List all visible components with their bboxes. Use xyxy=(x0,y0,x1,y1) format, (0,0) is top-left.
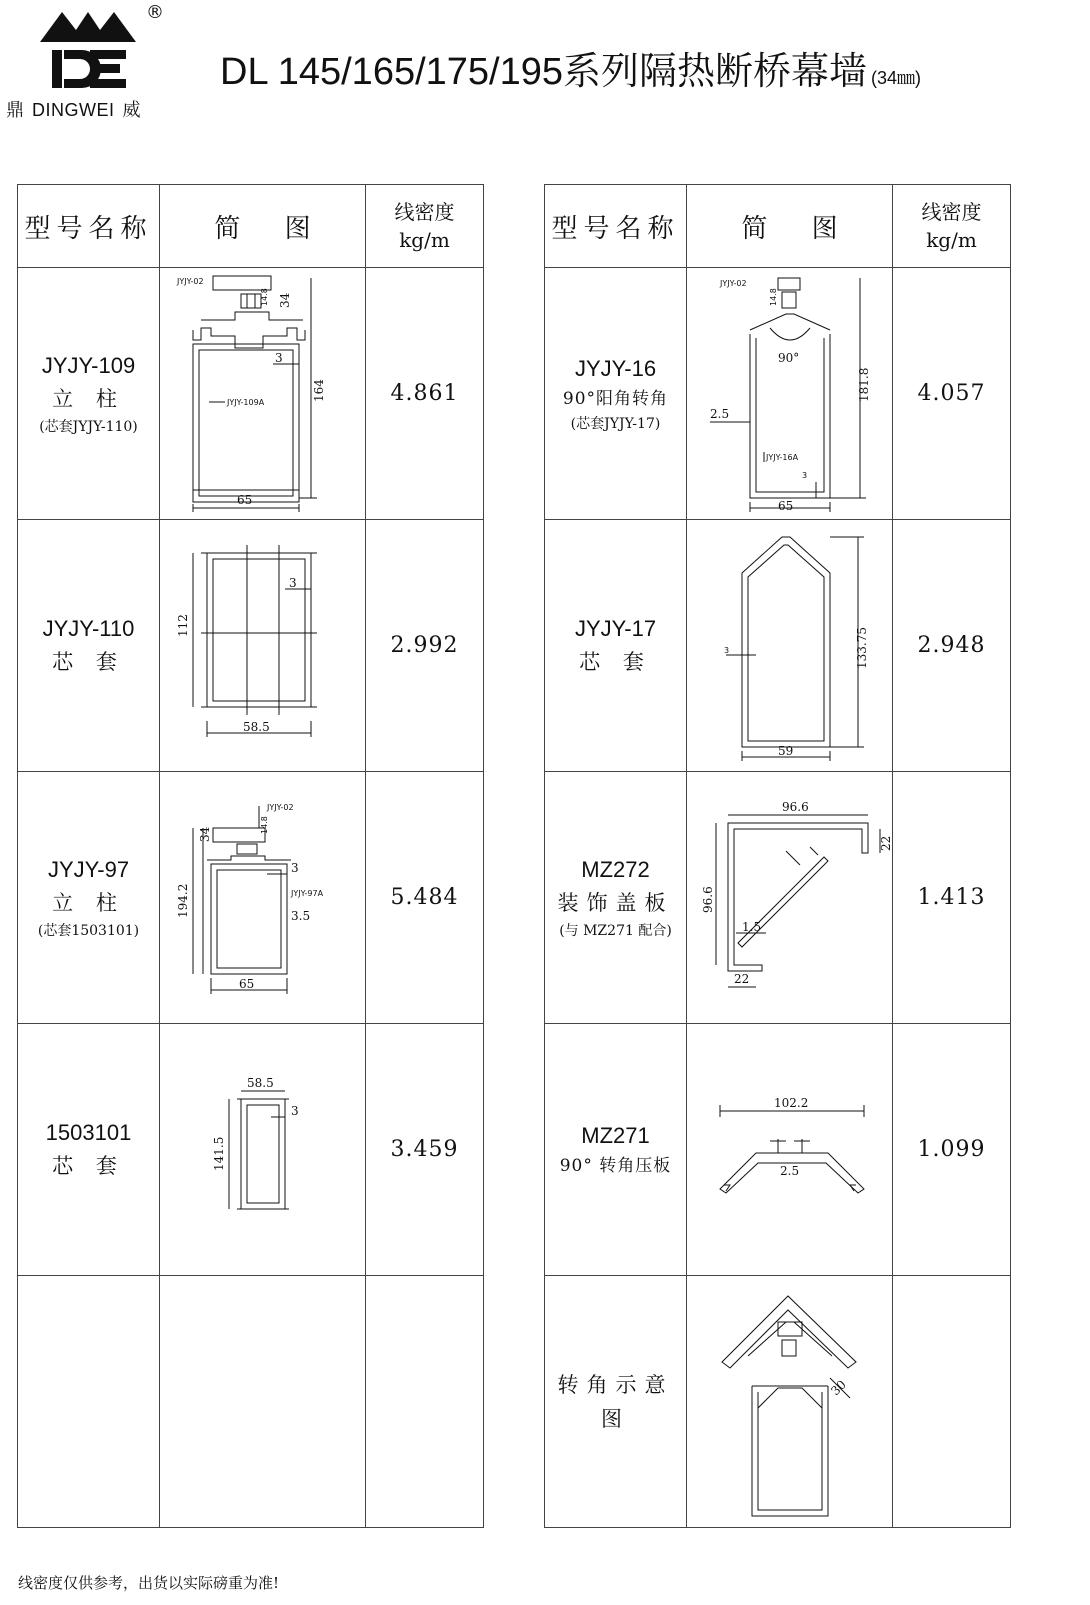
table-row xyxy=(545,520,1011,772)
svg-text:22: 22 xyxy=(733,971,749,986)
table-header-row xyxy=(545,185,1011,268)
density-value: 4.057 xyxy=(917,381,986,406)
model-cell xyxy=(18,1276,160,1528)
model-code: JYJY-16 xyxy=(574,355,657,381)
density-cell xyxy=(893,772,1011,1024)
figure-cell xyxy=(160,772,366,1024)
svg-text:194.2: 194.2 xyxy=(175,883,190,918)
table-row xyxy=(545,1276,1011,1528)
profile-drawing-mz272 xyxy=(690,793,893,1003)
table-row xyxy=(545,1024,1011,1276)
model-cell xyxy=(545,1276,687,1528)
density-value: 4.861 xyxy=(390,381,459,406)
model-role: 芯 套 xyxy=(579,649,652,674)
model-cell xyxy=(545,772,687,1024)
model-code: JYJY-109 xyxy=(41,352,136,378)
figure-cell xyxy=(160,1276,366,1528)
svg-text:164: 164 xyxy=(311,378,326,402)
svg-text:3.5: 3.5 xyxy=(290,908,310,923)
svg-text:59: 59 xyxy=(777,743,793,758)
model-cell xyxy=(18,268,160,520)
profile-table-left xyxy=(17,184,484,1528)
svg-text:3: 3 xyxy=(290,860,299,875)
col-header-figure: 简 图 xyxy=(687,185,893,268)
model-cell xyxy=(545,520,687,772)
page-title xyxy=(220,40,921,95)
density-value: 3.459 xyxy=(390,1137,459,1162)
table-row xyxy=(545,268,1011,520)
svg-text:3: 3 xyxy=(290,1103,299,1118)
table-row xyxy=(18,772,484,1024)
model-cell xyxy=(545,1024,687,1276)
density-cell xyxy=(893,268,1011,520)
figure-cell xyxy=(687,1024,893,1276)
profile-drawing-jyjy-110 xyxy=(163,541,363,751)
page-title-sub: (34㎜) xyxy=(871,68,922,88)
corner-schematic-drawing xyxy=(690,1282,890,1522)
table-row xyxy=(18,1024,484,1276)
col-header-model: 型号名称 xyxy=(18,185,160,268)
model-cell xyxy=(18,772,160,1024)
svg-text:JYJY-02: JYJY-02 xyxy=(719,278,747,288)
svg-text:96.6: 96.6 xyxy=(781,799,809,814)
density-cell xyxy=(366,1276,484,1528)
figure-cell xyxy=(160,520,366,772)
figure-cell xyxy=(687,268,893,520)
svg-text:1.5: 1.5 xyxy=(741,919,761,934)
svg-text:96.6: 96.6 xyxy=(700,885,715,913)
model-code: MZ272 xyxy=(581,856,650,882)
svg-text:34: 34 xyxy=(197,826,212,842)
svg-text:141.5: 141.5 xyxy=(211,1136,226,1171)
svg-text:3: 3 xyxy=(288,575,297,590)
density-cell xyxy=(366,772,484,1024)
figure-cell xyxy=(687,772,893,1024)
svg-text:2.5: 2.5 xyxy=(709,406,729,421)
model-note: (与 MZ271 配合) xyxy=(559,922,672,939)
svg-text:112: 112 xyxy=(175,613,190,637)
profile-drawing-jyjy-16 xyxy=(690,272,890,516)
density-value: 2.992 xyxy=(390,633,459,658)
dingwei-logo xyxy=(0,0,190,130)
svg-text:65: 65 xyxy=(238,976,254,991)
model-role: 90° 转角压板 xyxy=(559,1155,672,1176)
svg-text:102.2: 102.2 xyxy=(773,1095,808,1110)
svg-text:3: 3 xyxy=(723,645,729,655)
profile-drawing-jyjy-109 xyxy=(163,272,363,516)
model-role: 芯 套 xyxy=(52,649,125,674)
model-role: 90°阳角转角 xyxy=(562,388,669,409)
brand-name xyxy=(6,96,141,122)
col-header-figure: 简 图 xyxy=(160,185,366,268)
svg-text:65: 65 xyxy=(236,492,252,507)
svg-text:133.75: 133.75 xyxy=(854,626,869,669)
col-header-density: 线密度 kg/m xyxy=(893,185,1011,268)
table-header-row xyxy=(18,185,484,268)
profile-drawing-jyjy-97 xyxy=(163,798,363,998)
page-title-main: DL 145/165/175/195系列隔热断桥幕墙 xyxy=(220,51,868,93)
model-code: JYJY-17 xyxy=(574,615,657,641)
model-note: (芯套JYJY-17) xyxy=(570,415,661,432)
svg-text:JYJY-02: JYJY-02 xyxy=(176,276,204,286)
density-cell xyxy=(366,268,484,520)
svg-text:14.8: 14.8 xyxy=(259,815,269,834)
density-cell xyxy=(366,520,484,772)
svg-text:22: 22 xyxy=(878,835,893,851)
registered-mark: ® xyxy=(146,2,164,23)
col-header-density: 线密度 kg/m xyxy=(366,185,484,268)
svg-text:14.8: 14.8 xyxy=(259,287,269,306)
table-row xyxy=(18,268,484,520)
profile-drawing-jyjy-17 xyxy=(690,529,890,763)
figure-cell xyxy=(160,1024,366,1276)
model-role: 转角示意图 xyxy=(557,1372,674,1431)
model-code: JYJY-97 xyxy=(47,856,130,882)
model-role: 立 柱 xyxy=(52,386,125,411)
brand-left-char: 鼎 xyxy=(6,100,24,121)
density-value: 1.099 xyxy=(917,1137,986,1162)
model-code: MZ271 xyxy=(581,1122,650,1148)
brand-en: DINGWEI xyxy=(32,100,115,120)
svg-text:58.5: 58.5 xyxy=(242,719,270,734)
profile-drawing-1503101 xyxy=(163,1075,363,1225)
table-row xyxy=(545,772,1011,1024)
svg-text:90°: 90° xyxy=(777,350,799,365)
dingwei-logo-mark xyxy=(38,6,138,92)
profile-table-right xyxy=(544,184,1011,1528)
model-cell xyxy=(18,1024,160,1276)
density-value: 1.413 xyxy=(917,885,986,910)
model-role: 芯 套 xyxy=(52,1153,125,1178)
figure-cell xyxy=(687,520,893,772)
figure-cell xyxy=(687,1276,893,1528)
density-cell xyxy=(893,1276,1011,1528)
density-value: 5.484 xyxy=(390,885,459,910)
model-role: 装饰盖板 xyxy=(557,890,674,915)
svg-text:65: 65 xyxy=(777,498,793,513)
density-cell xyxy=(893,1024,1011,1276)
table-row xyxy=(18,520,484,772)
density-cell xyxy=(366,1024,484,1276)
svg-text:JYJY-02: JYJY-02 xyxy=(266,802,294,812)
svg-text:14.8: 14.8 xyxy=(768,287,778,306)
svg-text:JYJY-16A: JYJY-16A xyxy=(765,452,798,462)
density-value: 2.948 xyxy=(917,633,986,658)
svg-text:3: 3 xyxy=(801,470,807,480)
svg-text:JYJY-97A: JYJY-97A xyxy=(290,888,323,898)
model-code: 1503101 xyxy=(45,1119,132,1145)
model-note: (芯套JYJY-110) xyxy=(39,418,138,435)
svg-text:JYJY-109A: JYJY-109A xyxy=(226,397,264,407)
footer-note: 线密度仅供参考，出货以实际磅重为准! xyxy=(18,1574,280,1592)
figure-cell xyxy=(160,268,366,520)
profile-drawing-mz271 xyxy=(690,1085,890,1215)
svg-text:3: 3 xyxy=(274,350,283,365)
model-role: 立 柱 xyxy=(52,890,125,915)
svg-text:58.5: 58.5 xyxy=(246,1075,274,1090)
svg-text:181.8: 181.8 xyxy=(856,367,871,402)
model-code: JYJY-110 xyxy=(42,615,135,641)
model-cell xyxy=(18,520,160,772)
svg-text:30: 30 xyxy=(827,1376,849,1398)
table-row-empty xyxy=(18,1276,484,1528)
svg-text:2.5: 2.5 xyxy=(779,1163,799,1178)
density-cell xyxy=(893,520,1011,772)
col-header-model: 型号名称 xyxy=(545,185,687,268)
model-note: (芯套1503101) xyxy=(37,922,140,939)
model-cell xyxy=(545,268,687,520)
svg-text:34: 34 xyxy=(277,292,292,308)
brand-right-char: 威 xyxy=(122,100,141,121)
